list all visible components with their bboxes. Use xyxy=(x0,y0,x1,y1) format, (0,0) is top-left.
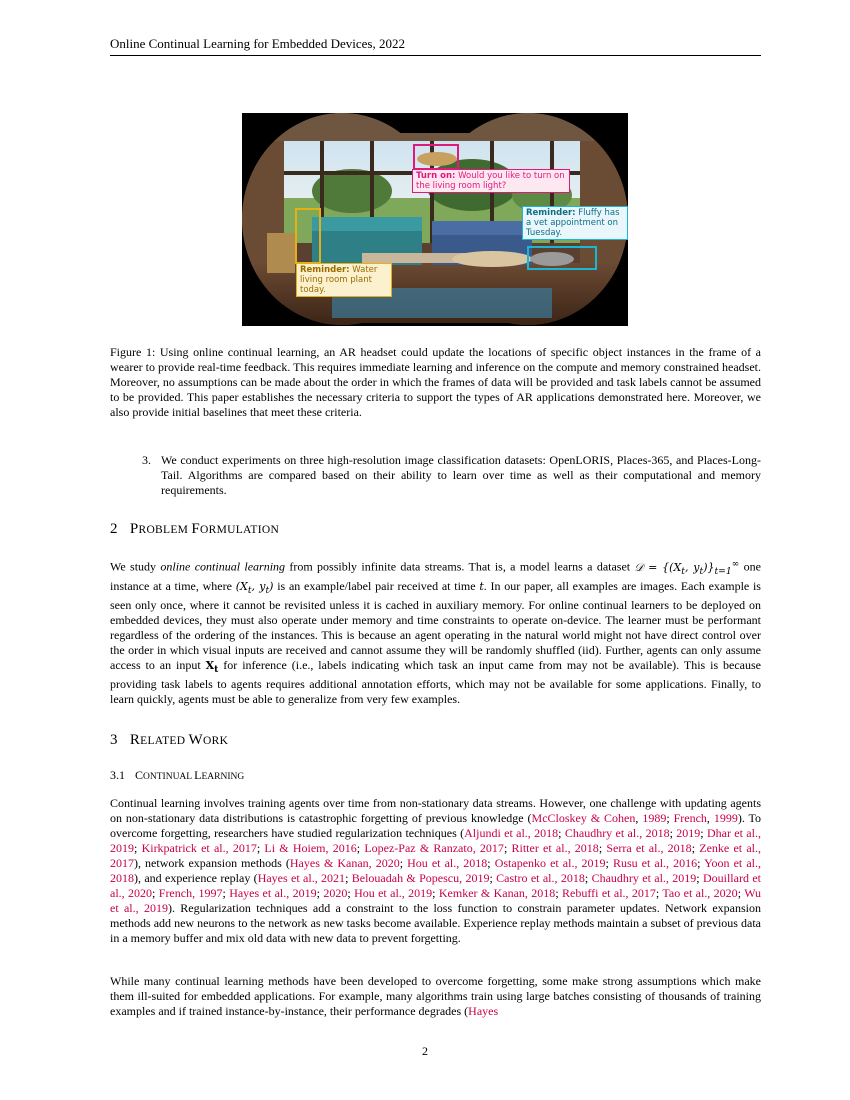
citation[interactable]: Chaudhry et al., 2018 xyxy=(564,826,670,840)
label-reminder-plant: Reminder: Water living room plant today. xyxy=(296,263,392,297)
citation[interactable]: Yoon et al., 2018 xyxy=(110,856,761,885)
running-header: Online Continual Learning for Embedded Devices, 2022 xyxy=(110,36,761,56)
list-text: We conduct experiments on three high-resolution image classification datasets: OpenLORIS, Places-365, and Places-Long-Tail. Algorithms are compared based on their ability to learn over time as well as their computational and memory requirements. xyxy=(161,453,761,497)
citation[interactable]: Kemker & Kanan, 2018 xyxy=(438,886,556,900)
citation[interactable]: Hou et al., 2019 xyxy=(354,886,433,900)
citation[interactable]: Hayes & Kanan, 2020 xyxy=(289,856,400,870)
citation[interactable]: Dhar et al., 2019 xyxy=(110,826,761,855)
citation[interactable]: Hayes et al., 2019 xyxy=(229,886,317,900)
section-heading-related-work: 3 RELATED WORK xyxy=(110,732,229,748)
citation[interactable]: Lopez-Paz & Ranzato, 2017 xyxy=(364,841,504,855)
section-heading-problem-formulation: 2 PROBLEM FORMULATION xyxy=(110,521,280,537)
citation[interactable]: Ostapenko et al., 2019 xyxy=(494,856,606,870)
contribution-list-item xyxy=(142,453,761,498)
page-number: 2 xyxy=(422,1044,428,1058)
list-number: 3. xyxy=(142,453,151,467)
citation[interactable]: Rusu et al., 2016 xyxy=(612,856,698,870)
citation[interactable]: Hou et al., 2018 xyxy=(407,856,488,870)
citation[interactable]: Wu et al., 2019 xyxy=(110,886,762,915)
citation[interactable]: Li & Hoiem, 2016 xyxy=(264,841,357,855)
label-turn-on: Turn on: Would you like to turn on the living room light? xyxy=(412,169,570,193)
citation[interactable]: 2020 xyxy=(323,886,348,900)
citation[interactable]: Chaudhry et al., 2019 xyxy=(591,871,697,885)
citation[interactable]: Tao et al., 2020 xyxy=(662,886,738,900)
citation[interactable]: 2019 xyxy=(676,826,701,840)
continual-learning-paragraph-2: While many continual learning methods have been developed to overcome forgetting, some make strong assumptions which make them ill-suited for embedded applications. For example, many algorithms train using large batches consisting of thousands of training examples and if trained instance-by-instance, their performance degrades (Hayes xyxy=(110,974,761,1018)
citation[interactable]: Aljundi et al., 2018 xyxy=(464,826,559,840)
problem-formulation-paragraph: We study online continual learning from possibly infinite data streams. That is, a model learns a dataset 𝒟 = {($X_t$, $y_t)\}_{t=1}^\infty$ one instance at a time, where ($X_t$, $y_t$) is an example/label pair received at time t. In our paper, all examples are images. Each example is seen only once, where it cannot be revisited unless it is cached in auxiliary memory. For online continual learners to be deployed on embedded devices, they must also operate under memory and time constraints to operate on-device. The learner must be performant regardless of the ordering of the instances. This is because an agent operating in the natural world might not have direct control over the order in which visual inputs are received and cannot assume they will be randomly shuffled (iid). Further, agents can only assume access to an input $X_t$ for inference (i.e., labels indicating which task an input came from may not be available). This is because providing task labels to agents requires additional annotation efforts, which may not be available for some applications. Finally, to learn quickly, agents must be able to generalize from very few examples. xyxy=(110,558,761,707)
citation[interactable]: Ritter et al., 2018 xyxy=(511,841,599,855)
citation[interactable]: Hayes et al., 2021 xyxy=(257,871,346,885)
citation[interactable]: French, 1997 xyxy=(158,886,223,900)
citation[interactable]: Kirkpatrick et al., 2017 xyxy=(141,841,257,855)
label-reminder-vet: Reminder: Fluffy has a vet appointment on Tuesday. xyxy=(522,206,628,240)
citation[interactable]: 1989 xyxy=(642,811,667,825)
continual-learning-paragraph-1: Continual learning involves training agents over time from non-stationary data streams. However, one challenge with updating agents on non-stationary data distributions is catastrophic forgetting of previous knowledge (McCloskey & Cohen, 1989; French, 1999). To overcome forgetting, researchers have studied regularization techniques (Aljundi et al., 2018; Chaudhry et al., 2018; 2019; Dhar et al., 2019; Kirkpatrick et al., 2017; Li & Hoiem, 2016; Lopez-Paz & Ranzato, 2017; Ritter et al., 2018; Serra et al., 2018; Zenke et al., 2017), network expansion methods (Hayes & Kanan, 2020; Hou et al., 2018; Ostapenko et al., 2019; Rusu et al., 2016; Yoon et al., 2018), and experience replay (Hayes et al., 2021; Belouadah & Popescu, 2019; Castro et al., 2018; Chaudhry et al., 2019; Douillard et al., 2020; French, 1997; Hayes et al., 2019; 2020; Hou et al., 2019; Kemker & Kanan, 2018; Rebuffi et al., 2017; Tao et al., 2020; Wu et al., 2019). Regularization techniques add a constraint to the loss function to constrain parameter updates. Network expansion methods add new neurons to the network as new tasks become available. Experience replay methods maintain a subset of previous data in a memory buffer and mix old data with new data to prevent forgetting. xyxy=(110,796,762,945)
citation[interactable]: 1999 xyxy=(713,811,738,825)
figure-caption: Figure 1: Using online continual learning, an AR headset could update the locations of specific object instances in the frame of a wearer to provide real-time feedback. This requires immediate learning and inference on the compute and memory constrained headset. Moreover, no assumptions can be made about the order in which the frames of data will be provided and task labels cannot be assumed to be provided. This paper establishes the necessary criteria to support the types of AR applications demonstrated here. Moreover, we also provide initial baselines that meet these criteria. xyxy=(110,345,761,419)
citation[interactable]: French xyxy=(673,811,707,825)
citation[interactable]: McCloskey & Cohen xyxy=(531,811,636,825)
citation[interactable]: Serra et al., 2018 xyxy=(606,841,692,855)
citation[interactable]: Zenke et al., 2017 xyxy=(110,841,761,870)
citation[interactable]: Castro et al., 2018 xyxy=(496,871,585,885)
figure-ar-headset xyxy=(242,113,628,326)
citation[interactable]: Douillard et al., 2020 xyxy=(110,871,761,900)
subsection-heading-continual-learning: 3.1 CONTINUAL LEARNING xyxy=(110,768,245,782)
citation[interactable]: Hayes xyxy=(468,1004,499,1018)
citation[interactable]: Belouadah & Popescu, 2019 xyxy=(351,871,490,885)
citation[interactable]: Rebuffi et al., 2017 xyxy=(562,886,656,900)
